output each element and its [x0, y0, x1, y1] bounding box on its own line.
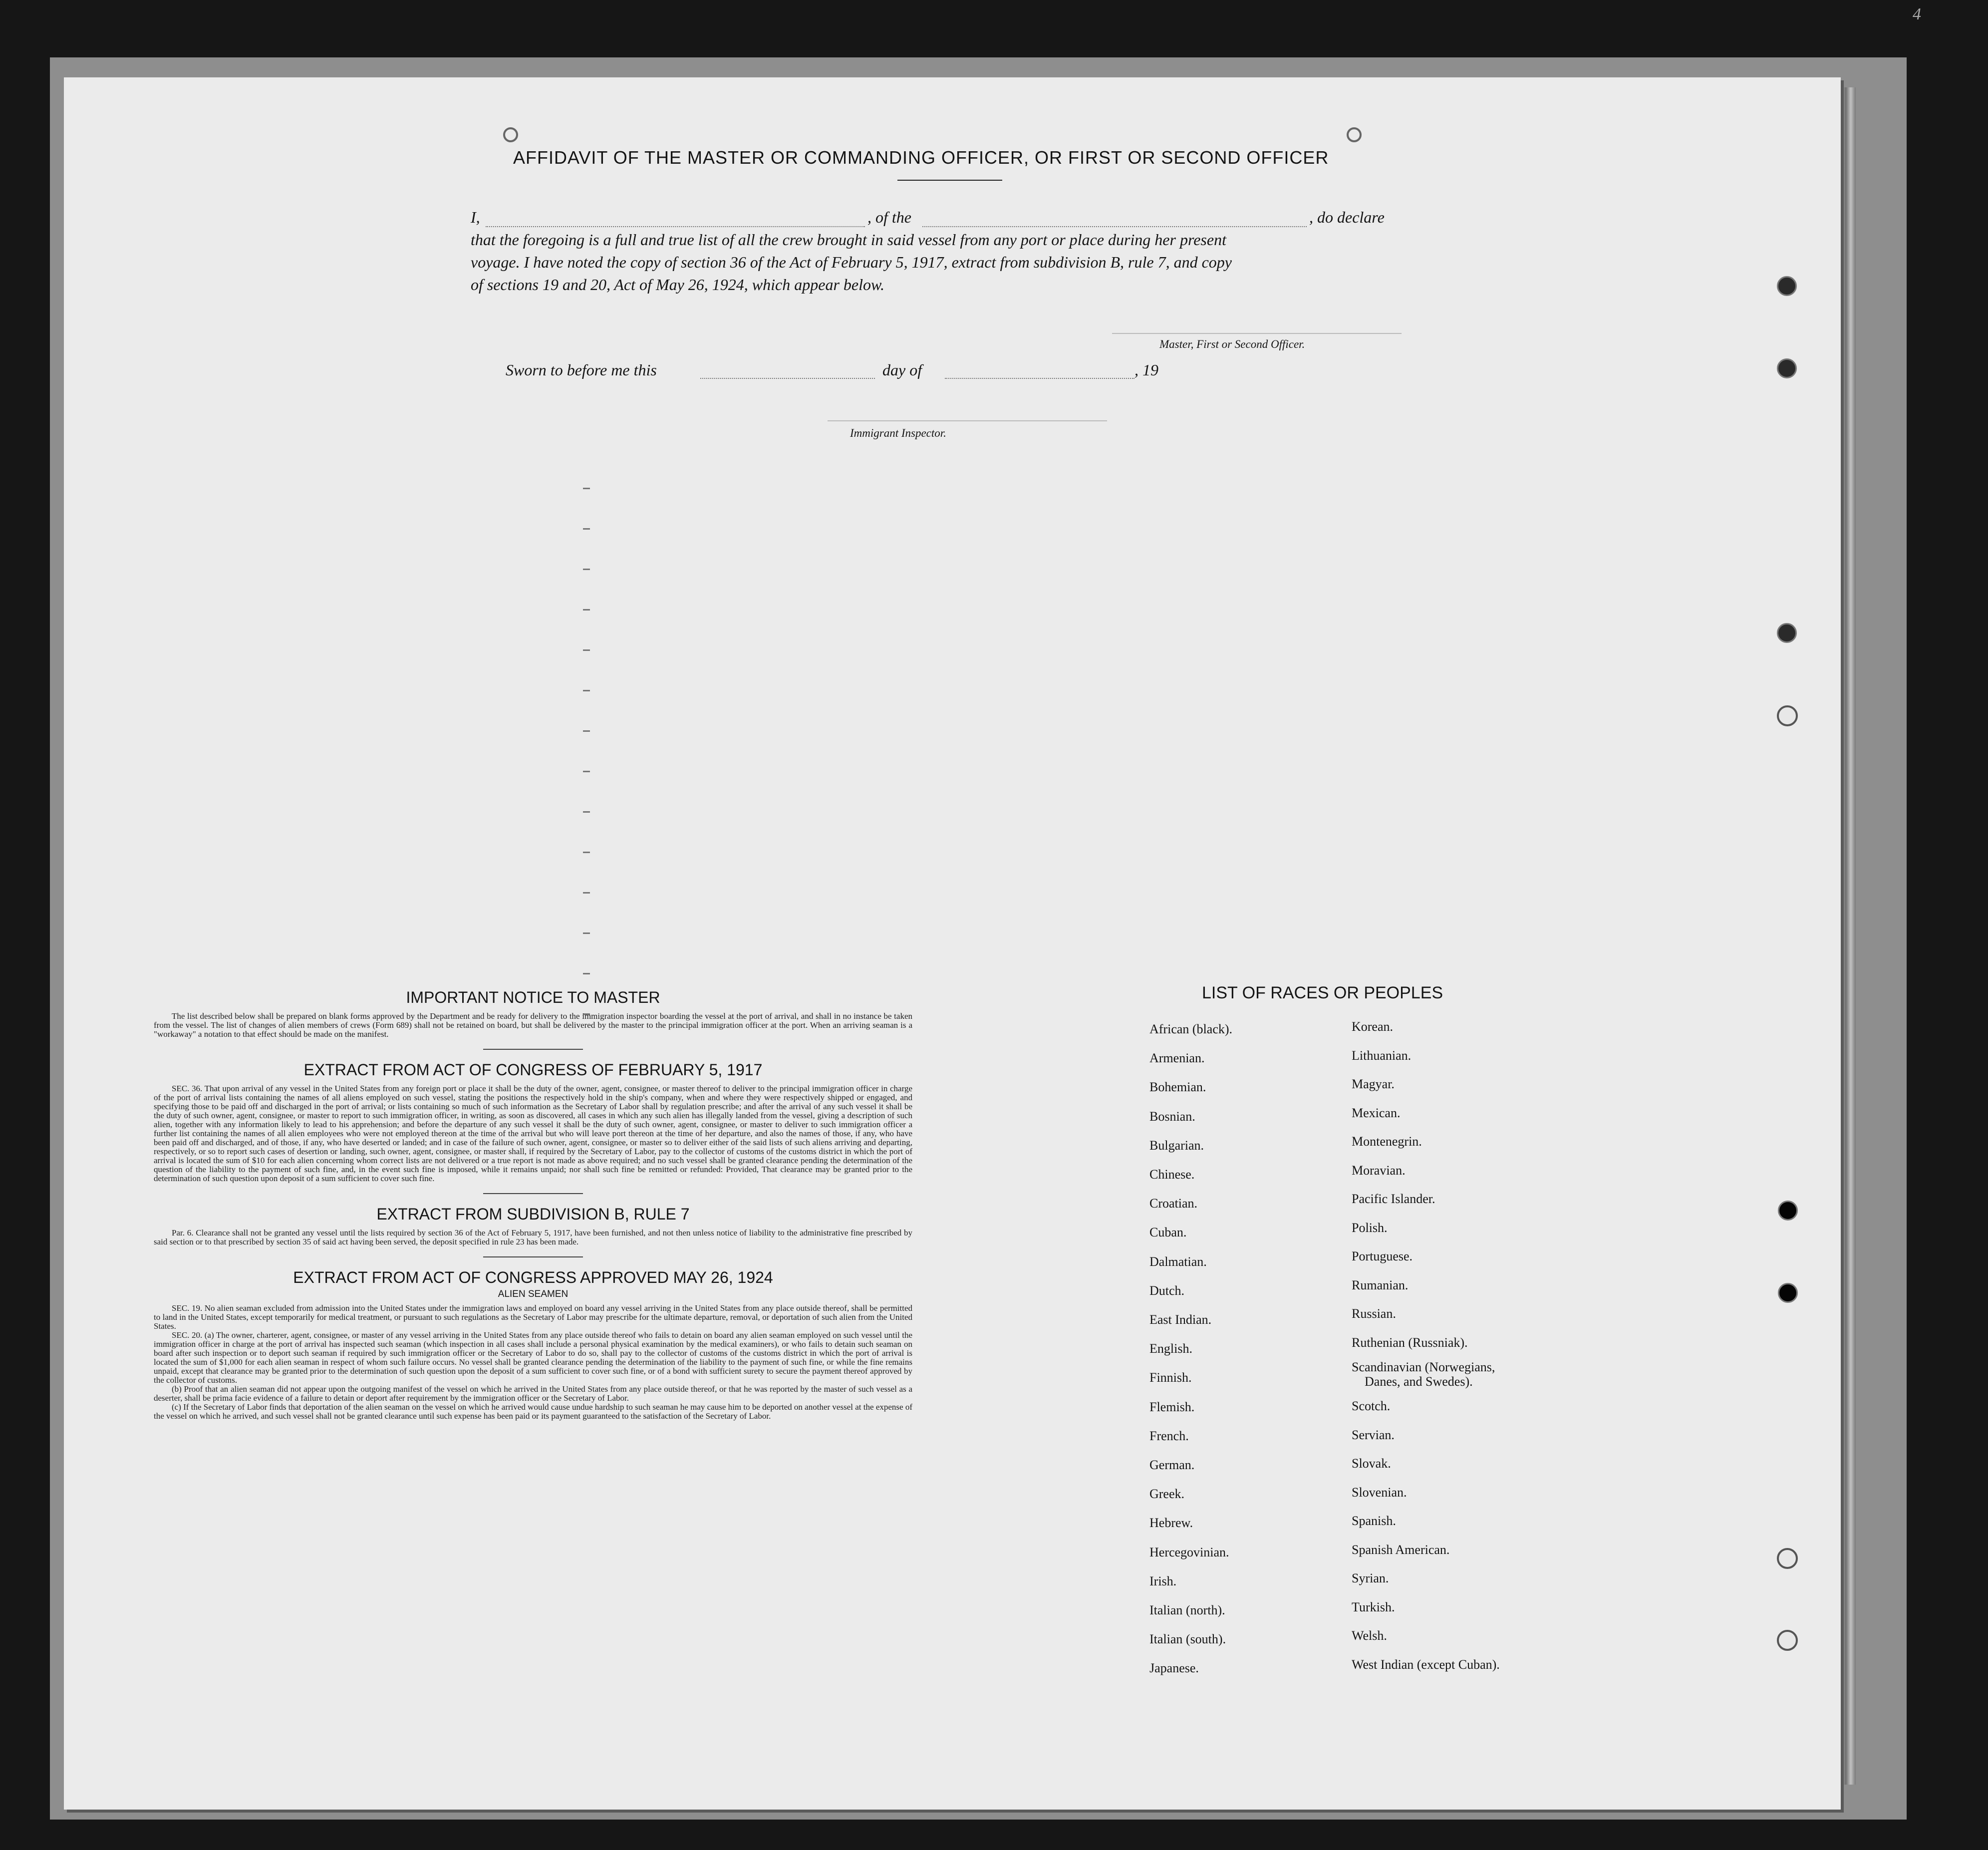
- stamp-ring-mark: [1347, 127, 1362, 142]
- races-right-column: [1352, 1012, 1500, 1679]
- inspector-signature-label: Immigrant Inspector.: [850, 427, 946, 439]
- sec-20c-paragraph: (c) If the Secretary of Labor finds that deportation of the alien seaman on the vessel on which he arrived would cause undue hardship to such seaman he may cause him to be deported on another vessel at the expense of the vessel on which he arrived, and such vessel shall not be granted clearance until such expense has been paid or its payment guaranteed to the satisfaction of the Secretary of Labor.: [154, 1402, 912, 1421]
- bleed-through-dash: [583, 569, 590, 570]
- race-entry: Hebrew.: [1149, 1516, 1193, 1531]
- race-entry: Dalmatian.: [1149, 1254, 1207, 1269]
- legal-extracts-column: [154, 988, 912, 1421]
- alien-seamen-subtitle: ALIEN SEAMEN: [498, 1289, 568, 1299]
- affidavit-line-2: that the foregoing is a full and true list of all the crew brought in said vessel from any port or place during her present: [471, 231, 1226, 249]
- master-signature-label: Master, First or Second Officer.: [1159, 338, 1305, 350]
- section-divider: [483, 1193, 583, 1194]
- race-entry: Mexican.: [1352, 1105, 1401, 1120]
- bleed-through-dash: [583, 852, 590, 853]
- race-entry: Welsh.: [1352, 1628, 1387, 1643]
- race-entry: Korean.: [1352, 1019, 1394, 1034]
- bleed-through-dash: [583, 730, 590, 732]
- race-entry: Moravian.: [1352, 1163, 1406, 1178]
- race-entry: Slovenian.: [1352, 1485, 1407, 1500]
- race-entry: West Indian (except Cuban).: [1352, 1657, 1500, 1672]
- bleed-through-dash: [583, 649, 590, 651]
- extract-1924-title: EXTRACT FROM ACT OF CONGRESS APPROVED MAY 26, 1924: [293, 1268, 773, 1286]
- bleed-through-dash: [583, 690, 590, 691]
- binder-hole: [1777, 358, 1797, 378]
- bleed-through-dash: [583, 528, 590, 530]
- extract-1924-body: [154, 1304, 912, 1421]
- race-entry: Hercegovinian.: [1149, 1544, 1229, 1559]
- binder-hole: [1778, 1201, 1798, 1221]
- race-entry: Pacific Islander.: [1352, 1192, 1435, 1206]
- affidavit-line-3: voyage. I have noted the copy of section 36 of the Act of February 5, 1917, extract from subdivision B, rule 7, and copy: [471, 253, 1232, 271]
- race-entry: Chinese.: [1149, 1167, 1195, 1182]
- sworn-label: Sworn to before me this: [506, 361, 657, 379]
- race-entry: Lithuanian.: [1352, 1048, 1412, 1063]
- race-entry: Scotch.: [1352, 1399, 1391, 1413]
- sworn-day-blank[interactable]: [700, 377, 875, 379]
- bleed-through-dash: [583, 771, 590, 772]
- race-entry-line: Danes, and Swedes).: [1365, 1374, 1473, 1389]
- race-entry: Italian (north).: [1149, 1603, 1225, 1618]
- affidavit-line-4: of sections 19 and 20, Act of May 26, 1924, which appear below.: [471, 276, 884, 294]
- sworn-line: [506, 361, 1304, 383]
- race-entry: Russian.: [1352, 1306, 1396, 1321]
- race-entry: Montenegrin.: [1352, 1134, 1422, 1149]
- race-entry: Italian (south).: [1149, 1632, 1226, 1647]
- race-entry: Flemish.: [1149, 1399, 1195, 1414]
- race-entry: Armenian.: [1149, 1051, 1205, 1066]
- bleed-through-dash: [583, 973, 590, 974]
- race-entry: Polish.: [1352, 1220, 1388, 1235]
- par-6-paragraph: Par. 6. Clearance shall not be granted any vessel until the lists required by section 36 of the Act of February 5, 1917, have been furnished, and not then unless notice of liability to the administrative fine prescribed by said section or to that prescribed by section 35 of said act having been served, the deposit specified in rule 23 has been made.: [154, 1228, 912, 1246]
- affidavit-do-declare: , do declare: [1309, 208, 1385, 226]
- race-entry-scandinavian: [1352, 1357, 1500, 1392]
- binder-hole: [1777, 1630, 1798, 1651]
- officer-name-blank[interactable]: [486, 225, 865, 227]
- bleed-through-dash: [583, 811, 590, 813]
- form-page: [64, 77, 1841, 1810]
- race-entry: Dutch.: [1149, 1283, 1185, 1298]
- affidavit-i: I,: [471, 208, 480, 226]
- affidavit-title: AFFIDAVIT OF THE MASTER OR COMMANDING OFFICER, OR FIRST OR SECOND OFFICER: [513, 147, 1329, 168]
- race-entry: Servian.: [1352, 1427, 1395, 1442]
- race-entry-line: Scandinavian (Norwegians,: [1352, 1360, 1495, 1374]
- race-entry: Spanish American.: [1352, 1542, 1450, 1557]
- race-entry: Syrian.: [1352, 1571, 1389, 1585]
- race-entry: Japanese.: [1149, 1661, 1199, 1676]
- extract-1917-title: EXTRACT FROM ACT OF CONGRESS OF FEBRUARY 5, 1917: [303, 1061, 763, 1079]
- page-stack-edge: [1841, 87, 1856, 1785]
- race-entry: Rumanian.: [1352, 1277, 1409, 1292]
- race-entry: Turkish.: [1352, 1599, 1395, 1614]
- race-entry: Magyar.: [1352, 1077, 1395, 1091]
- page-number-mark: 4: [1913, 5, 1921, 23]
- affidavit-line-1: [471, 208, 1444, 230]
- bleed-through-dash: [583, 932, 590, 934]
- race-entry: Greek.: [1149, 1487, 1185, 1502]
- race-entry: Ruthenian (Russniak).: [1352, 1335, 1468, 1350]
- affidavit-of-the: , of the: [867, 208, 911, 226]
- race-entry: Bulgarian.: [1149, 1138, 1204, 1153]
- vessel-name-blank[interactable]: [922, 225, 1307, 227]
- section-divider: [483, 1256, 583, 1257]
- stamp-ring-mark: [503, 127, 518, 142]
- binder-hole: [1777, 705, 1798, 726]
- notice-title: IMPORTANT NOTICE TO MASTER: [406, 988, 660, 1006]
- sec-36-paragraph: SEC. 36. That upon arrival of any vessel in the United States from any foreign port or place it shall be the duty of the owner, agent, consignee, or master thereof to deliver to the principal immigration officer in charge of the port of arrival lists containing the names of all aliens employed on such vessel, stating the positions the respectively hold in the ship's company, when and where they were respectively shipped or engaged, and specifying those to be paid off and discharged in the port of arrival; or lists containing so much of such information as the Secretary of Labor shall by regulation prescribe; and after the arrival of any such vessel it shall be the duty of such owner, agent, consignee, or master to report to such immigration officer, in writing, as soon as discovered, all cases in which any such alien has illegally landed from the vessel, giving a description of such alien, together with any information likely to lead to his apprehension; and before the departure of any such vessel it shall be the duty of such owner, agent, consignee, or master to deliver to such immigration officer a further list containing the names of all alien employees who were not employed thereon at the time of the arrival but who will leave port thereon at the time of her departure, and also the names of those, if any, who have been paid off and discharged, and of those, if any, who have deserted or landed; and in case of the failure of such owner, agent, consignee, or master so to deliver either of the said lists of such aliens arriving and departing, respectively, or so to report such cases of desertion or landing, such owner, agent, consignee, or master shall, if required by the Secretary of Labor, pay to the collector of customs of the customs district in which the port of arrival is located the sum of $10 for each alien concerning whom correct lists are not delivered or a true report is not made as above required; and no such vessel shall be granted clearance pending the determination of the question of the liability to the payment of such fine, and, in the event such fine is imposed, while it remains unpaid; nor shall such fine be remitted or refunded: Provided, That clearance may be granted prior to the determination of such question upon deposit of a sum sufficient to cover such fine.: [154, 1084, 912, 1183]
- inspector-signature-line[interactable]: [828, 419, 1107, 421]
- race-entry: Bohemian.: [1149, 1080, 1206, 1095]
- bleed-through-dash: [583, 892, 590, 894]
- races-title: LIST OF RACES OR PEOPLES: [1202, 983, 1443, 1002]
- race-entry: Cuban.: [1149, 1225, 1187, 1240]
- sworn-month-blank[interactable]: [945, 377, 1135, 379]
- binder-hole: [1777, 623, 1797, 643]
- master-signature-line[interactable]: [1112, 332, 1402, 334]
- rule-7-title: EXTRACT FROM SUBDIVISION B, RULE 7: [376, 1205, 690, 1223]
- section-divider: [483, 1049, 583, 1050]
- races-left-column: [1149, 1015, 1232, 1683]
- race-entry: Spanish.: [1352, 1514, 1396, 1528]
- sworn-day-of: day of: [882, 361, 922, 379]
- race-entry: Croatian.: [1149, 1196, 1198, 1211]
- binder-hole: [1777, 1548, 1798, 1569]
- extract-1917-body: [154, 1084, 912, 1183]
- title-underline: [897, 180, 1002, 181]
- race-entry: East Indian.: [1149, 1312, 1212, 1327]
- race-entry: German.: [1149, 1458, 1195, 1473]
- race-entry: Finnish.: [1149, 1370, 1192, 1385]
- notice-paragraph: The list described below shall be prepared on blank forms approved by the Department and be ready for delivery to the immigration inspector boarding the vessel at the port of arrival, and shall in no instance be taken from the vessel. The list of changes of alien members of crews (Form 689) shall not be retained on board, but shall be delivered by the master to the principal immigration officer at the port. When an arriving seaman is a "workaway" a notation to that effect should be made on the manifest.: [154, 1011, 912, 1039]
- rule-7-body: [154, 1229, 912, 1246]
- race-entry: Irish.: [1149, 1573, 1177, 1588]
- notice-body: [154, 1012, 912, 1039]
- race-entry: African (black).: [1149, 1022, 1233, 1036]
- race-entry: French.: [1149, 1428, 1189, 1443]
- binder-hole: [1777, 276, 1797, 296]
- bleed-through-dash: [583, 488, 590, 489]
- race-entry: English.: [1149, 1341, 1192, 1356]
- binder-hole: [1778, 1283, 1798, 1303]
- race-entry: Bosnian.: [1149, 1109, 1195, 1124]
- sworn-year: , 19: [1135, 361, 1158, 379]
- race-entry: Portuguese.: [1352, 1249, 1413, 1263]
- sec-19-paragraph: SEC. 19. No alien seaman excluded from admission into the United States under the immigration laws and employed on board any vessel arriving in the United States from any place outside thereof, shall be permitted to land in the United States, except temporarily for medical treatment, or pursuant to such regulations as the Secretary of Labor may prescribe for the ultimate departure, removal, or deportation of such alien from the United States.: [154, 1303, 912, 1331]
- race-entry: Slovak.: [1352, 1456, 1391, 1471]
- bleed-through-dash: [583, 609, 590, 611]
- sec-20a-paragraph: SEC. 20. (a) The owner, charterer, agent, consignee, or master of any vessel arriving in the United States from any place outside thereof who fails to detain on board any alien seaman employed on such vessel until the immigration officer in charge at the port of arrival has inspected such seaman (which inspection in all cases shall include a personal physical examination by the medical examiners), or who fails to detain such seaman on board after such inspection or to deport such seaman if required by such immigration officer or the Secretary of Labor to do so, shall pay to the collector of customs of the customs district in which the port of arrival is located the sum of $1,000 for each alien seaman in respect of whom such failure occurs. No vessel shall be granted clearance pending the determination of the liability to the payment of such fine, or while the fine remains unpaid, except that clearance may be granted prior to the determination of such question upon the deposit of a sum sufficient to cover such fine, or of a bond with sufficient surety to secure the payment thereof approved by the collector of customs.: [154, 1330, 912, 1385]
- sec-20b-paragraph: (b) Proof that an alien seaman did not appear upon the outgoing manifest of the vessel on which he arrived in the United States from any place outside thereof, or that he was reported by the master of such vessel as a deserter, shall be prima facie evidence of a failure to detain or deport after requirement by the immigration officer or the Secretary of Labor.: [154, 1384, 912, 1403]
